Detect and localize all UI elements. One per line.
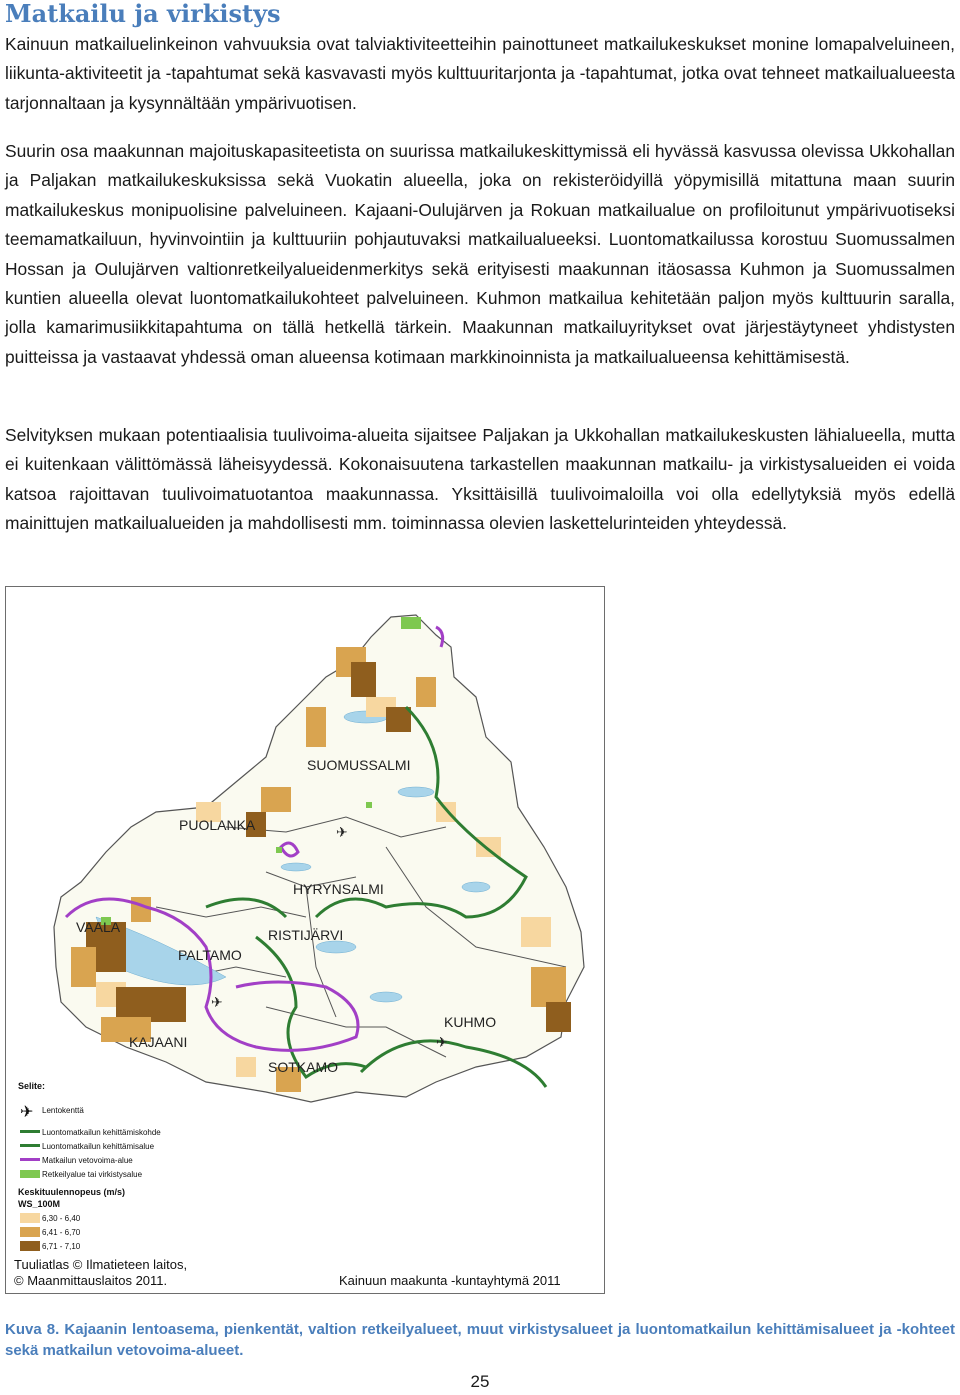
legend-title: Selite: [18, 1081, 46, 1091]
legend-swatch-area [20, 1144, 40, 1147]
map-figure [5, 586, 605, 1294]
legend-swatch-wind-mid [20, 1227, 40, 1237]
legend-swatch-wind-low [20, 1213, 40, 1223]
label-kuhmo: KUHMO [444, 1014, 497, 1030]
legend-recreation-area: Retkeilyalue tai virkistysalue [42, 1170, 143, 1179]
legend-swatch-wind-high [20, 1241, 40, 1251]
legend-wind-layer: WS_100M [18, 1199, 61, 1209]
kainuu-map [6, 587, 604, 1293]
legend-wind-class-low: 6,30 - 6,40 [42, 1214, 81, 1223]
section-heading: Matkailu ja virkistys [5, 0, 281, 28]
paragraph-accommodation: Suurin osa maakunnan majoituskapasiteetista on suurissa matkailukeskittymissä eli hyvässä kasvussa olevissa Ukkohallan ja Paljakan matkailukeskuksissa sekä Vuokatin alueella, joka on rekisteröidyillä yöpymisillä mitattuna maan suurin matkailukeskus monipuolisine palveluineen. Kajaani-Oulujärven ja Rokuan matkailualue on profiloitunut ympärivuotiseksi teemamatkailuun, hyvinvointiin ja kulttuuriin pohjautuvaksi matkailualueeksi. Luontomatkailussa korostuu Suomussalmen Hossan ja Oulujärven valtionretkeilyalueidenmerkitys sekä erityisesti maakunnan itäosassa Kuhmon ja Suomussalmen kuntien alueella olevat luontomatkailukohteet palveluineen. Kuhmon matkailua kehitetään paljon myös kulttuurin saralla, jolla kamarimusiikkitapahtuma on tällä hetkellä tärkein. Maakunnan matkailuyritykset ovat järjestäytyneet yhdistysten puitteissa ja vastaavat yhdessä oman alueensa kotimaan markkinoinnista ja matkailualueensa kehittämisestä. [5, 141, 955, 367]
label-paltamo: PALTAMO [178, 947, 242, 963]
legend-swatch-attraction [20, 1158, 40, 1161]
label-vaala: VAALA [76, 919, 121, 935]
credit-source-1: Tuuliatlas © Ilmatieteen laitos, [14, 1257, 188, 1272]
legend-wind-title: Keskituulennopeus (m/s) [18, 1187, 126, 1197]
label-kajaani: KAJAANI [129, 1034, 188, 1050]
legend-wind-class-mid: 6,41 - 6,70 [42, 1228, 81, 1237]
page-number: 25 [470, 1372, 490, 1391]
credit-producer: Kainuun maakunta -kuntayhtymä 2011 [339, 1273, 561, 1288]
figure-caption: Kuva 8. Kajaanin lentoasema, pienkentät, valtion retkeilyalueet, muut virkistysalueet ja luontomatkailun kehittämisalueet ja -kohteet sekä matkailun vetovoima-alueet. [5, 1321, 955, 1359]
legend-tourism-target: Luontomatkailun kehittämiskohde [42, 1128, 161, 1137]
label-puolanka: PUOLANKA [179, 817, 256, 833]
label-ristijarvi: RISTIJÄRVI [268, 927, 344, 943]
airport-icon-puolanka: ✈ [336, 824, 348, 840]
label-suomussalmi: SUOMUSSALMI [307, 757, 411, 773]
paragraph-intro: Kainuun matkailuelinkeinon vahvuuksia ovat talviaktiviteetteihin painottuneet matkailukeskukset monine lomapalveluineen, liikunta-aktiviteetit ja -tapahtumat sekä kasvavasti myös kulttuuritarjonta ja -tapahtumat, jotka ovat tehneet matkailualueesta tarjonnaltaan ja kysynnältään ympärivuotisen. [5, 34, 955, 113]
airport-icon-kajaani: ✈ [211, 994, 223, 1010]
airport-icon-kuhmo: ✈ [436, 1034, 448, 1050]
legend-swatch-recreation [20, 1170, 40, 1178]
label-hyrynsalmi: HYRYNSALMI [293, 881, 384, 897]
legend-airport: Lentokenttä [42, 1106, 84, 1115]
legend-attraction-area: Matkailun vetovoima-alue [42, 1156, 133, 1165]
map-legend [18, 1081, 161, 1251]
paragraph-wind-power: Selvityksen mukaan potentiaalisia tuulivoima-alueita sijaitsee Paljakan ja Ukkohallan matkailukeskusten lähialueella, mutta ei kuitenkaan välittömässä läheisyydessä. Kokonaisuutena tarkastellen maakunnan matkailu- ja virkistysalueiden ei voida katsoa rajoittavan tuulivoimatuotantoa maakunnassa. Yksittäisillä tuulivoimaloilla voi olla edellytyksiä myös edellä mainittujen matkailualueiden ja mahdollisesti mm. toiminnassa olevien laskettelurinteiden yhteydessä. [5, 425, 955, 534]
legend-airport-icon: ✈ [20, 1104, 34, 1121]
label-sotkamo: SOTKAMO [268, 1059, 339, 1075]
legend-tourism-area: Luontomatkailun kehittämisalue [42, 1142, 155, 1151]
credit-source-2: © Maanmittauslaitos 2011. [14, 1273, 168, 1288]
legend-wind-class-high: 6,71 - 7,10 [42, 1242, 81, 1251]
legend-swatch-target [20, 1130, 40, 1133]
